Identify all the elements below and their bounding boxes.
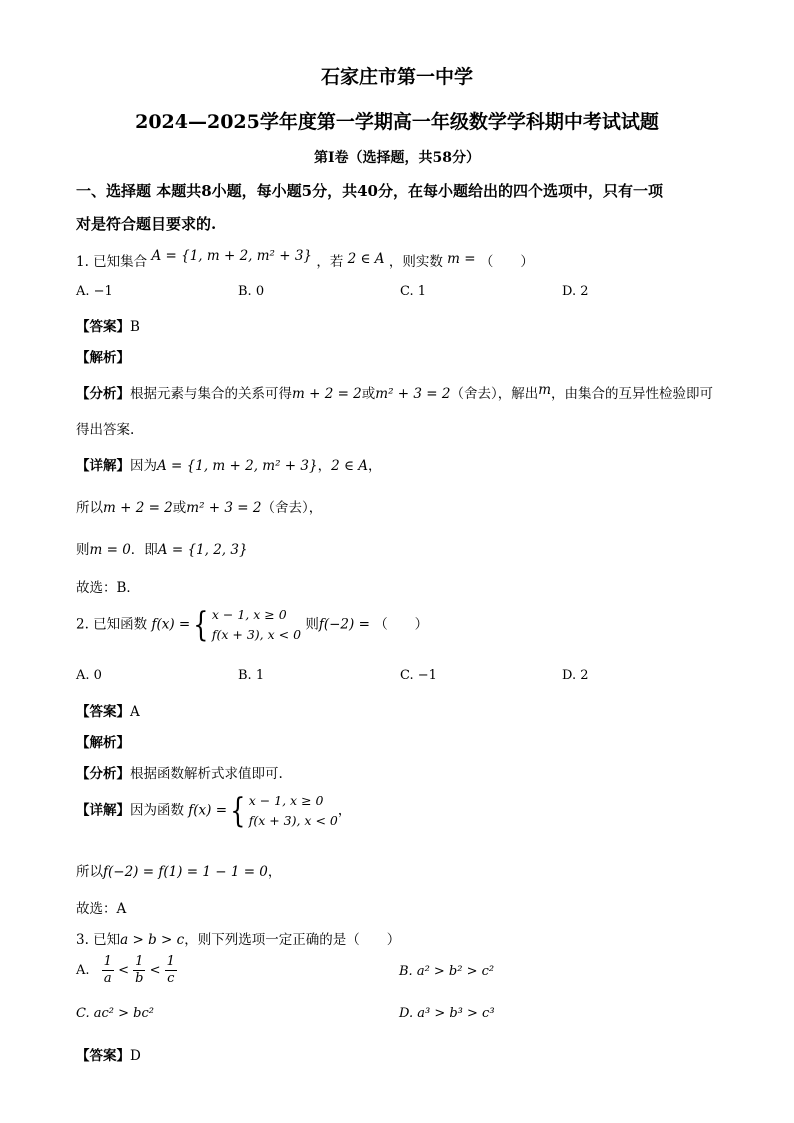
section-header-line1: 一、选择题 本题共8小题，每小题5分，共40分，在每小题给出的四个选项中，只有一项 [76,182,663,200]
answer-label: 【答案】 [76,704,130,720]
q1-stem-text-2: ，若 [316,254,344,270]
piecewise-cases [212,605,301,645]
q2-option-b: B. 1 [238,668,265,683]
q1-stem-text: 1. 已知集合 [76,254,148,270]
then-eq: m = 0 [89,542,131,558]
school-title: 石家庄市第一中学 [320,66,473,88]
so-text-2: （舍去）， [261,500,323,516]
denominator: b [135,971,144,986]
q2-stem-text-2: 则 [305,616,319,633]
numerator: 1 [103,954,112,969]
section-header-line2: 对是符合题目要求的. [76,215,217,233]
case-2: f(x + 3), x < 0 [211,627,302,642]
q2-analysis-label: 【解析】 [76,735,130,751]
q1-option-b: B. 0 [238,284,265,299]
q2-fenxi [76,762,283,782]
q3-option-a [76,954,177,987]
q2-answer [76,700,140,720]
fenxi-m: m [538,382,552,398]
exam-title: 2024—2025学年度第一学期高一年级数学学科期中考试试题 [135,111,659,133]
detail-end: ， [337,802,352,819]
fenxi-text: 根据函数解析式求值即可. [130,766,283,782]
case-1: x − 1, x ≥ 0 [211,607,287,622]
case-1: x − 1, x ≥ 0 [248,793,324,808]
case-2: f(x + 3), x < 0 [248,813,338,828]
less-than: < [118,963,129,978]
fenxi-text: 根据元素与集合的关系可得 [130,386,292,402]
q1-stem-text-3: ，则实数 [388,254,443,270]
answer-value: A [130,704,140,720]
so-text: 所以 [76,500,103,516]
fraction-1-over-a [102,954,114,987]
fenxi-eq2: m² + 3 = 2 [375,386,451,402]
q3-cond: a > b > c [120,932,185,948]
detail-set: A = {1, m + 2, m² + 3} [157,458,318,474]
fraction-1-over-b [133,954,145,987]
q1-option-a: A. −1 [76,284,113,299]
detail-end: ， [367,458,382,474]
q1-stem [76,250,534,270]
q1-choose: 故选：B． [76,580,140,596]
piecewise-brace: { [230,791,246,831]
then-set: A = {1, 2, 3} [157,542,248,558]
q3-option-b: B. a² > b² > c² [399,964,495,979]
fenxi-label: 【分析】 [76,766,130,782]
fenxi-text-3: ，由集合的互异性检验即可 [551,386,714,402]
detail-text: 因为 [130,458,157,474]
q2-option-d: D. 2 [562,668,589,683]
detail-fx: f(x) = [188,802,228,819]
so-or: 或 [172,500,187,516]
q3-stem-text: 3. 已知 [76,932,121,948]
piecewise-cases [249,791,338,831]
q2-stem-text: 2. 已知函数 [76,616,148,633]
fenxi-label: 【分析】 [76,386,130,402]
detail-sep: ， [317,458,332,474]
fraction-1-over-c [165,954,177,987]
q3-stem [76,928,400,948]
q3-option-d: D. a³ > b³ > c³ [399,1006,495,1021]
q1-detail [76,454,381,474]
q2-fx: f(x) = [151,616,191,633]
q1-so [76,496,322,516]
fenxi-text-2: （舍去），解出 [450,386,539,402]
detail-cond: 2 ∈ A [331,458,368,474]
numerator: 1 [133,954,145,971]
detail-label: 【详解】 [76,458,130,474]
answer-label: 【答案】 [76,1048,130,1064]
q2-detail [76,791,351,831]
denominator: c [167,971,175,986]
q1-then [76,538,248,558]
q1-analysis-label: 【解析】 [76,350,130,366]
then-text: 则 [76,542,90,558]
q1-set-a: A = {1, m + 2, m² + 3} [151,248,313,264]
q1-brackets: （ ） [479,254,534,270]
q2-so [76,860,281,880]
answer-value: D [130,1048,141,1064]
denominator: a [103,971,112,986]
then-text-2: ．即 [130,542,158,558]
q1-fenxi [76,382,713,402]
q2-f-neg2: f(−2) = [318,616,370,633]
detail-text: 因为函数 [130,802,184,819]
q3-answer [76,1044,141,1064]
q2-option-a: A. 0 [76,668,102,683]
q2-choose: 故选：A [76,901,127,917]
q1-condition: 2 ∈ A [347,251,385,267]
q1-fenxi-line2: 得出答案. [76,422,135,438]
q1-option-c: C. 1 [400,284,427,299]
so-eq2: m² + 3 = 2 [186,500,262,516]
numerator: 1 [166,954,175,969]
so-end: ， [267,864,282,880]
q1-option-d: D. 2 [562,284,589,299]
fenxi-or: 或 [361,386,376,402]
q2-stem [76,605,428,645]
q1-answer [76,315,140,335]
q3-option-c: C. ac² > bc² [76,1006,154,1021]
so-eq1: m + 2 = 2 [103,500,173,516]
so-eq: f(−2) = f(1) = 1 − 1 = 0 [103,864,268,880]
q1-var: m = [447,251,476,267]
volume-title: 第Ⅰ卷（选择题，共58分） [313,150,481,166]
q2-brackets: （ ） [374,616,429,633]
fenxi-eq1: m + 2 = 2 [292,386,362,402]
less-than: < [149,963,161,978]
so-text: 所以 [76,864,103,880]
detail-label: 【详解】 [76,802,130,819]
answer-label: 【答案】 [76,319,130,335]
q2-option-c: C. −1 [400,668,437,683]
piecewise-brace: { [193,605,209,645]
q3-stem-text-2: ，则下列选项一定正确的是（ ） [184,932,401,948]
option-label: A. [76,963,90,978]
answer-value: B [130,319,140,335]
